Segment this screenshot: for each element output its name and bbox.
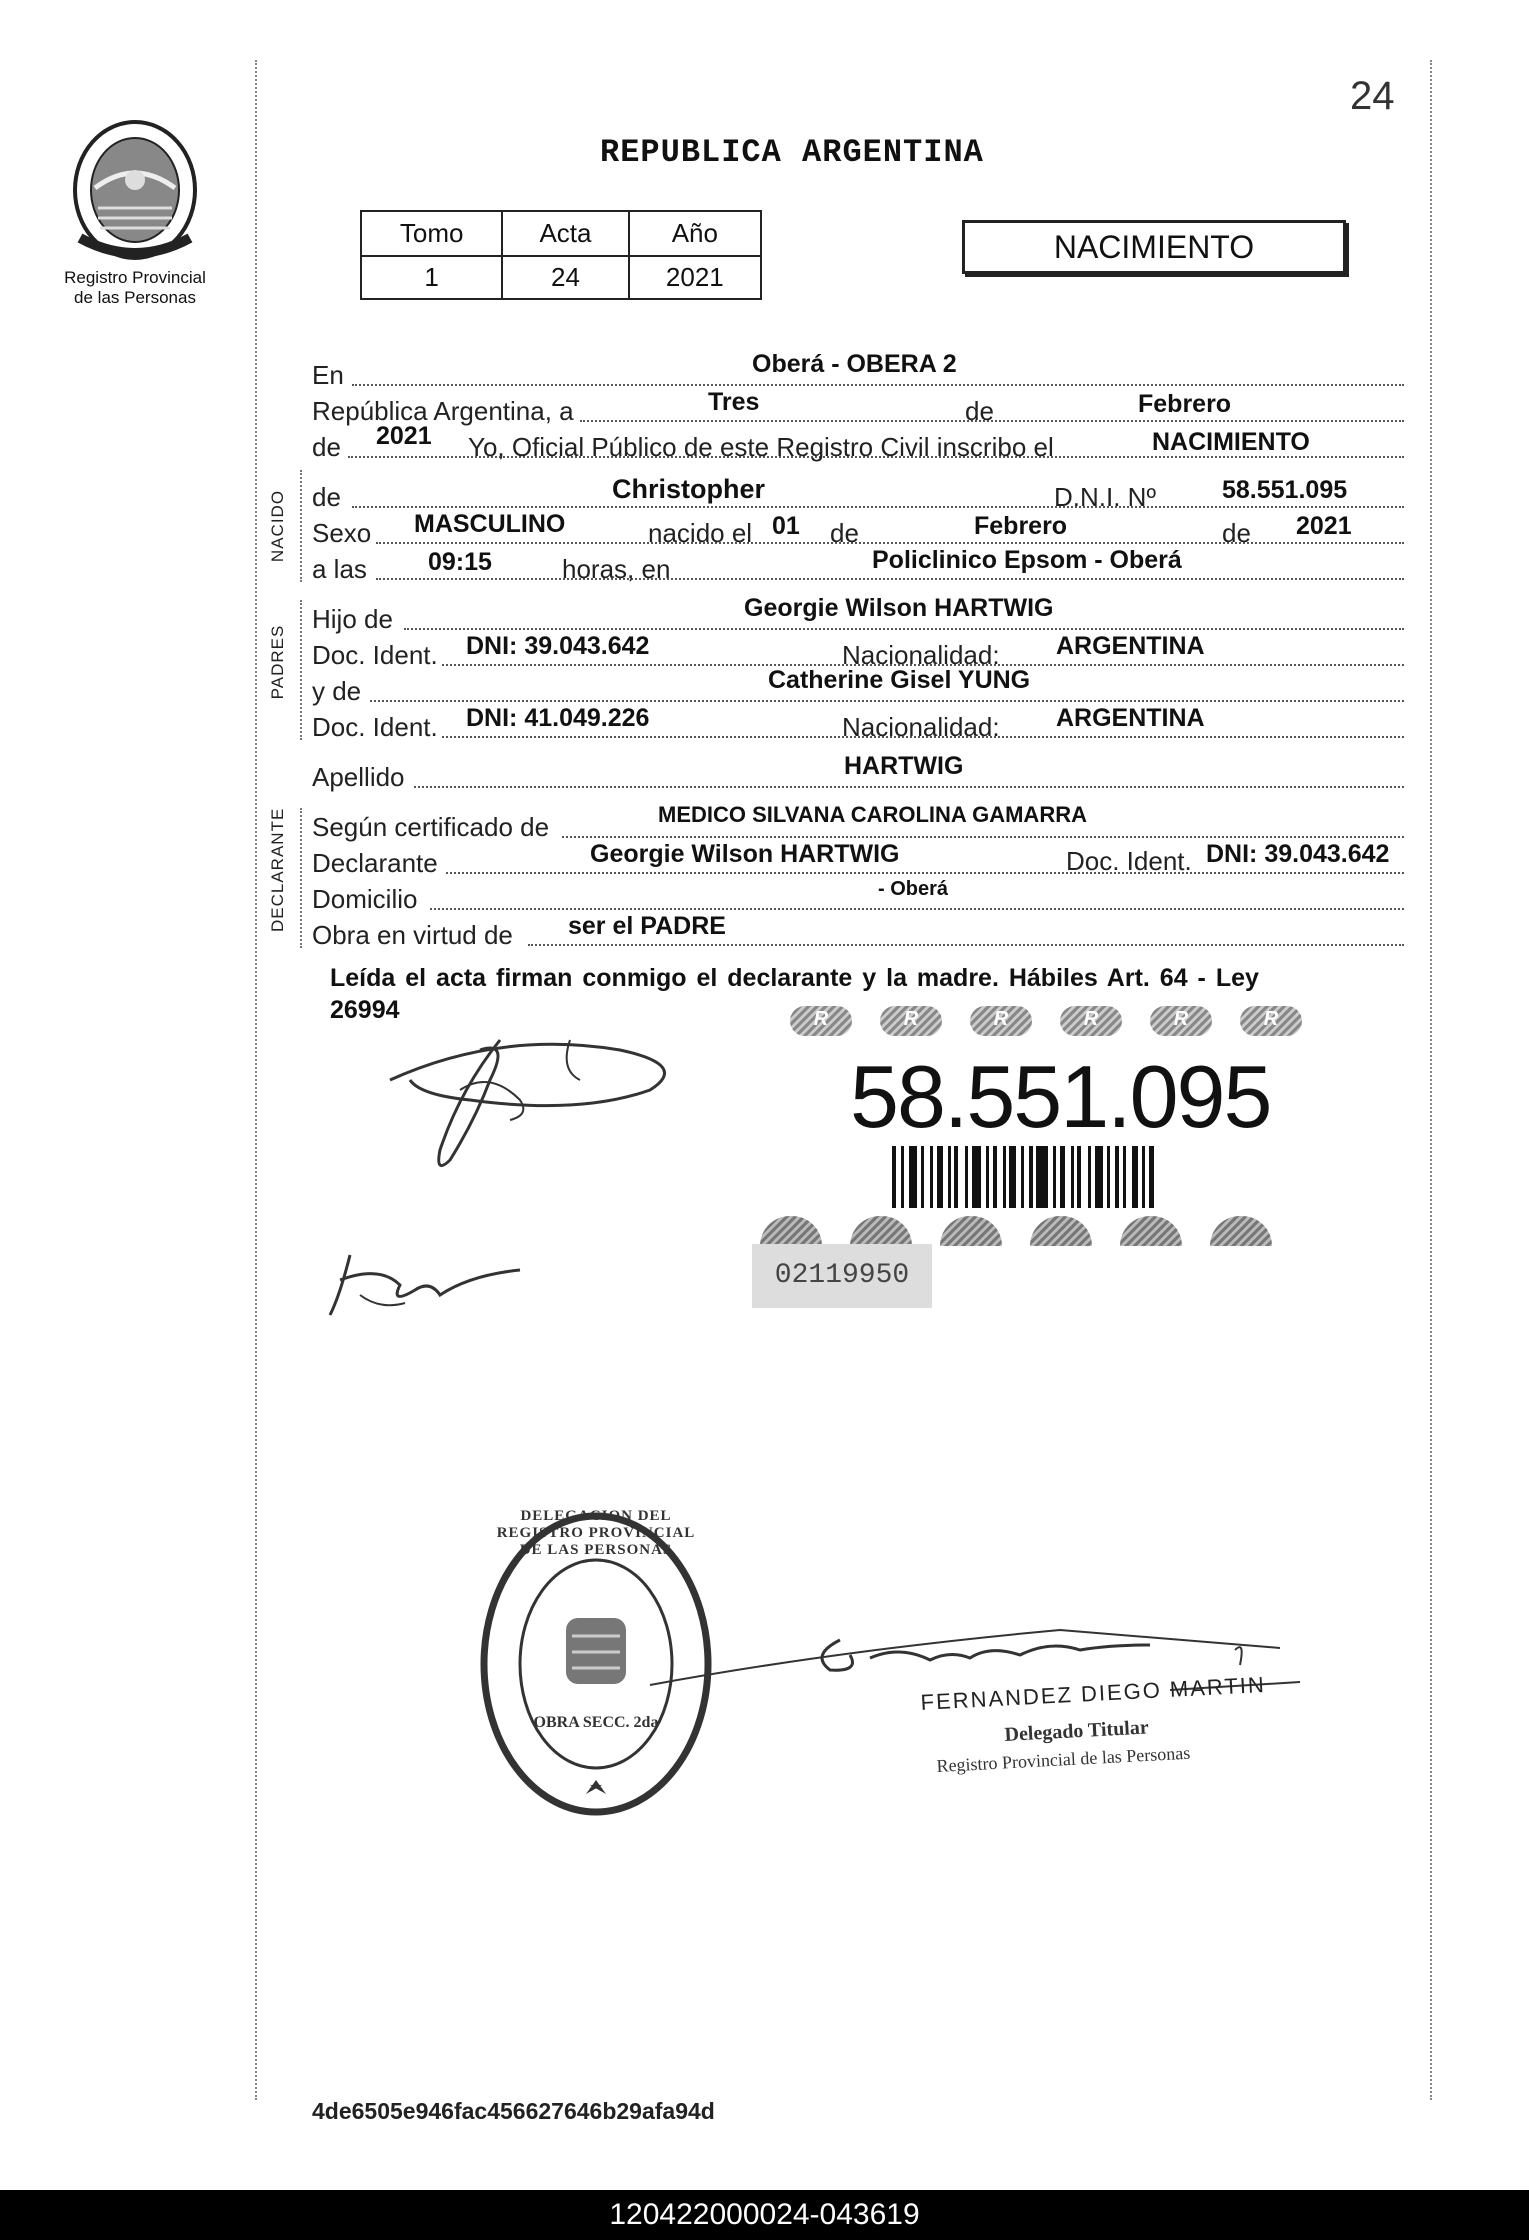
dotted-line <box>446 872 1404 874</box>
dotted-line <box>528 944 1404 946</box>
nac-label-1: Nacionalidad: <box>842 640 1000 670</box>
page-number: 24 <box>1350 74 1395 118</box>
apellido-label: Apellido <box>312 762 405 792</box>
sexo-label: Sexo <box>312 518 372 548</box>
doc-label-1: Doc. Ident. <box>312 640 438 670</box>
dotted-line <box>352 506 1404 508</box>
official-name: FERNANDEZ DIEGO MARTIN <box>920 1671 1267 1715</box>
closing-line-1: Leída el acta firman conmigo el declarante y la madre. Hábiles Art. 64 - Ley <box>330 964 1259 992</box>
dotted-line <box>404 628 1404 630</box>
declarant-signature <box>380 1020 690 1185</box>
sexo-value: MASCULINO <box>414 510 566 538</box>
dotted-line <box>414 786 1404 788</box>
anio-value: 2021 <box>376 422 432 450</box>
sticker-badge-bottom <box>940 1216 1002 1246</box>
padre-nac-value: ARGENTINA <box>1056 632 1205 660</box>
dotted-line <box>430 908 1404 910</box>
certificado-label: Según certificado de <box>312 812 550 842</box>
hijo-label: Hijo de <box>312 604 393 634</box>
section-bracket <box>300 808 302 948</box>
yde-label: y de <box>312 676 362 706</box>
right-margin-line <box>1430 60 1432 2100</box>
oficial-text: Yo, Oficial Público de este Registro Civil inscribo el <box>468 432 1054 462</box>
dia-value: Tres <box>708 388 760 416</box>
declarante-label: Declarante <box>312 848 438 878</box>
domicilio-label: Domicilio <box>312 884 418 914</box>
dotted-line <box>352 384 1404 386</box>
table-header-tomo: Tomo <box>361 211 502 256</box>
province-logo <box>70 118 200 268</box>
nac-anio-value: 2021 <box>1296 512 1352 540</box>
logo-caption: Registro Provincial de las Personas <box>64 268 206 307</box>
sticker-badge-bottom <box>850 1216 912 1246</box>
nac-label-2: Nacionalidad: <box>842 712 1000 742</box>
dotted-line <box>562 836 1404 838</box>
decl-doc-value: DNI: 39.043.642 <box>1206 840 1390 868</box>
de2-label: de <box>312 432 341 462</box>
republica-label: República Argentina, a <box>312 396 574 426</box>
document-title: REPUBLICA ARGENTINA <box>600 134 984 171</box>
padre-doc-value: DNI: 39.043.642 <box>466 632 650 660</box>
declarante-value: Georgie Wilson HARTWIG <box>590 840 900 868</box>
table-header-anio: Año <box>629 211 761 256</box>
official-title: Delegado Titular <box>1004 1716 1150 1746</box>
sticker-badge: R <box>970 1006 1032 1036</box>
document-hash: 4de6505e946fac456627646b29afa94d <box>312 2098 715 2124</box>
obra-label: Obra en virtud de <box>312 920 513 950</box>
section-label-padres: PADRES <box>268 624 287 700</box>
dotted-line <box>370 700 1404 702</box>
en-value: Oberá - OBERA 2 <box>752 350 957 378</box>
table-cell-tomo: 1 <box>361 256 502 299</box>
dni-label: D.N.I. Nº <box>1054 482 1156 512</box>
hora-value: 09:15 <box>428 548 492 576</box>
dotted-line <box>376 578 1404 580</box>
section-bracket <box>300 470 302 582</box>
horas-label: horas, en <box>562 554 671 584</box>
sticker-barcode <box>892 1146 1252 1208</box>
section-label-nacido: NACIDO <box>268 489 287 563</box>
sticker-badge: R <box>1060 1006 1122 1036</box>
mother-signature <box>320 1235 530 1325</box>
dni-value: 58.551.095 <box>1222 476 1348 504</box>
record-table <box>360 210 762 300</box>
de-label: de <box>965 396 994 426</box>
id-sticker <box>790 1006 1350 1246</box>
sticker-serial: 02119950 <box>752 1244 932 1308</box>
left-margin-line <box>255 60 257 2100</box>
madre-nac-value: ARGENTINA <box>1056 704 1205 732</box>
nac-de2-label: de <box>1222 518 1251 548</box>
nac-dia-value: 01 <box>772 512 800 540</box>
record-type-box: NACIMIENTO <box>962 220 1346 274</box>
sticker-badge-bottom <box>1120 1216 1182 1246</box>
footer-band <box>0 2190 1529 2240</box>
mes-value: Febrero <box>1138 390 1232 418</box>
sticker-badge: R <box>1150 1006 1212 1036</box>
closing-line-2: 26994 <box>330 996 400 1024</box>
nac-mes-value: Febrero <box>974 512 1068 540</box>
apellido-value: HARTWIG <box>844 752 964 780</box>
nombre-value: Christopher <box>612 474 766 504</box>
sticker-badge: R <box>790 1006 852 1036</box>
footer-id: 120422000024-043619 <box>609 2198 920 2231</box>
tipo-value: NACIMIENTO <box>1152 428 1310 456</box>
obra-value: ser el PADRE <box>568 912 726 940</box>
padre-value: Georgie Wilson HARTWIG <box>744 594 1054 622</box>
seal-text: DELEGACION DEL REGISTRO PROVINCIAL DE LAS PERSONAS OBRA SECC. 2da <box>496 1508 696 1731</box>
en-label: En <box>312 360 344 390</box>
sticker-badge-bottom <box>760 1216 822 1246</box>
decl-doc-label: Doc. Ident. <box>1066 846 1192 876</box>
sticker-badge-bottom <box>1210 1216 1272 1246</box>
sticker-badge: R <box>880 1006 942 1036</box>
table-cell-acta: 24 <box>502 256 628 299</box>
certificado-value: MEDICO SILVANA CAROLINA GAMARRA <box>658 802 1087 827</box>
table-header-acta: Acta <box>502 211 628 256</box>
nombre-label: de <box>312 482 341 512</box>
sticker-badge: R <box>1240 1006 1302 1036</box>
section-label-declarante: DECLARANTE <box>268 807 287 932</box>
domicilio-value: - Oberá <box>878 878 949 900</box>
table-cell-anio: 2021 <box>629 256 761 299</box>
madre-doc-value: DNI: 41.049.226 <box>466 704 650 732</box>
nacido-label: nacido el <box>648 518 753 548</box>
sticker-number: 58.551.095 <box>850 1047 1271 1146</box>
sticker-badge-bottom <box>1030 1216 1092 1246</box>
madre-value: Catherine Gisel YUNG <box>768 666 1031 694</box>
doc-label-2: Doc. Ident. <box>312 712 438 742</box>
nac-de-label: de <box>830 518 859 548</box>
alas-label: a las <box>312 554 367 584</box>
section-bracket <box>300 600 302 740</box>
official-institution: Registro Provincial de las Personas <box>936 1742 1191 1776</box>
lugar-value: Policlinico Epsom - Oberá <box>872 546 1182 574</box>
